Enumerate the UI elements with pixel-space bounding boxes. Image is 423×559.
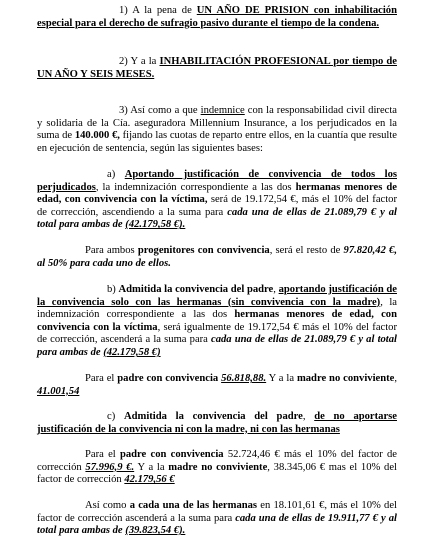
parents-amount: 97.820,42 €, — [343, 245, 398, 256]
text-run: Para el — [85, 449, 120, 460]
text-run: , será igualmente de 19.172,54 € más el 10% del factor de corrección, ascenderá a la suma para — [37, 321, 397, 346]
paragraph-indemnity — [37, 105, 397, 155]
text-run: Para el — [85, 373, 118, 384]
sisters-amount-text: cada una de ellas de 21.089,79 € y al total para ambas de — [37, 334, 397, 358]
mother-label: madre no conviviente — [296, 373, 395, 384]
paragraph-father-mother-b — [37, 373, 397, 398]
text-run: c) — [107, 411, 124, 422]
text-run: con la responsabilidad civil directa y solidaria de la Cía. aseguradora Millennium Insurance, a los perjudicados en la suma de — [37, 105, 397, 142]
sisters-total-amount: (39.823,54 €). — [125, 525, 186, 537]
basis-a-heading: Aportando justificación de convivencia de todos los perjudicados — [37, 169, 397, 193]
mother-amount: 42.179,56 € — [124, 474, 175, 486]
text-run: en 18.101,61 €, más el 10% del factor de corrección ascenderá a la suma para — [37, 500, 397, 524]
text-run: , — [273, 284, 279, 295]
text-run: , — [302, 411, 315, 422]
text-run: , — [394, 373, 397, 384]
mother-amount: 41.001,54 — [37, 385, 80, 397]
prison-sentence-text: UN AÑO DE PRISION con inhabilitación especial para el derecho de sufragio pasivo durante el tiempo de la condena. — [37, 5, 397, 29]
father-label: padre con convivencia — [117, 373, 219, 384]
paragraph-basis-a — [37, 169, 397, 232]
sisters-total-amount: (42.179,58 €) — [103, 346, 161, 358]
text-run: Así como — [85, 500, 130, 511]
text-run: a) — [107, 169, 125, 180]
text-run: , 38.345,06 € mas el 10% del factor de corrección — [37, 461, 397, 486]
basis-b-condition: aportando justificación de la convivencia solo con las hermanas (sin convivencia con la madre) — [37, 284, 397, 308]
text-run: será de 19.172,54 €, más el 10% del factor de corrección, ascendiendo a la suma para — [37, 194, 398, 218]
text-run: Para ambos — [85, 245, 138, 256]
paragraph-basis-c — [37, 411, 397, 436]
text-run: 2) Y a la — [119, 56, 160, 67]
text-run: 1) A la pena de — [119, 5, 197, 16]
text-run: , la indemnización correspondiente a las dos — [95, 181, 296, 193]
text-run: Y a la — [134, 461, 169, 473]
text-run: b) — [107, 284, 119, 295]
disqualification-text: INHABILITACIÓN PROFESIONAL por tiempo de UN AÑO Y SEIS MESES. — [37, 56, 397, 80]
indemnity-amount: 140.000 €, — [74, 130, 120, 142]
mother-label: madre no conviviente — [168, 461, 268, 473]
paragraph-prison-sentence — [37, 5, 397, 30]
sisters-total-amount: (42.179,58 €). — [125, 219, 186, 231]
father-label: padre con convivencia — [119, 449, 224, 460]
sisters-amount-text: cada una de ellas de 19.911,77 € y al total para ambas de — [37, 512, 397, 537]
sisters-amount-text: cada una de ellas de 21.089,79 € y al total para ambas de — [37, 206, 397, 231]
parents-split-text: al 50% para cada uno de ellos. — [37, 257, 171, 269]
text-run: , la indemnización correspondiente a las dos — [37, 296, 397, 321]
parents-label: progenitores con convivencia — [137, 245, 270, 256]
text-run: Y a la — [266, 373, 297, 384]
text-run: 3) Así como a que — [119, 105, 201, 116]
father-amount: 56.818,88. — [221, 373, 267, 384]
basis-c-condition: de no aportarse justificación de la convivencia ni con la madre, ni con las hermanas — [37, 411, 397, 435]
paragraph-basis-b — [37, 284, 397, 360]
basis-c-heading: Admitida la convivencia del padre — [123, 411, 303, 422]
text-run: 52.724,46 € más el 10% del factor de corrección — [37, 449, 397, 473]
paragraph-father-mother-c — [37, 449, 397, 487]
text-run: fijando las cuotas de reparto entre ellos, en la cuantía que resulte en ejecución de sentencia, según las siguientes bases: — [37, 130, 397, 154]
paragraph-professional-disqualification — [37, 56, 397, 81]
basis-b-heading: Admitida la convivencia del padre — [118, 284, 274, 295]
paragraph-parents — [37, 245, 397, 270]
sisters-label: a cada una de las hermanas — [129, 500, 258, 511]
sisters-label: hermanas menores de edad, con convivencia con la víctima — [37, 309, 397, 333]
indemnice-text: indemnice — [200, 105, 245, 116]
father-amount: 57.996,9 €. — [85, 461, 135, 473]
sisters-label: hermanas menores de edad, con convivencia con la víctima, — [37, 181, 397, 206]
paragraph-sisters-c — [37, 500, 397, 538]
text-run: , será el resto de — [269, 245, 344, 256]
